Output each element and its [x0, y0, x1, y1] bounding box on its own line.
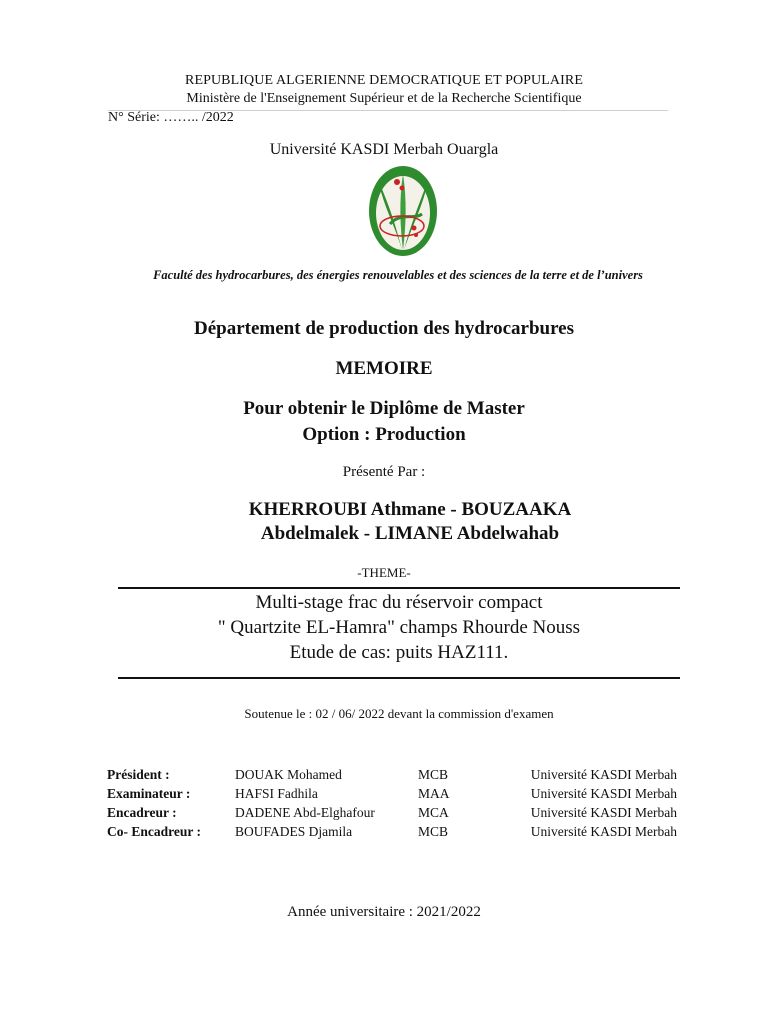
defense-date: Soutenue le : 02 / 06/ 2022 devant la commission d'examen — [244, 706, 554, 721]
presented-by-label: Présenté Par : — [342, 464, 426, 480]
jury-member-name: DOUAK Mohamed — [235, 767, 342, 782]
jury-role: Co- Encadreur : — [107, 824, 201, 839]
diploma-option: Option : Production — [302, 424, 466, 445]
jury-table — [107, 767, 687, 843]
faculty-name: Faculté des hydrocarbures, des énergies renouvelables et des sciences de la terre et de l’univers — [153, 268, 643, 282]
document-type: MEMOIRE — [335, 358, 433, 379]
jury-role: Président : — [107, 767, 170, 782]
theme-block — [118, 590, 680, 665]
jury-row — [107, 786, 687, 805]
theme-line-2: " Quartzite EL-Hamra" champs Rhourde Nouss — [217, 617, 581, 638]
theme-line-3: Etude de cas: puits HAZ111. — [289, 642, 509, 663]
jury-member-name: BOUFADES Djamila — [235, 824, 353, 839]
ministry-heading: Ministère de l'Enseignement Supérieur et de la Recherche Scientifique — [186, 91, 582, 106]
jury-row — [107, 767, 687, 786]
theme-top-rule — [118, 587, 680, 589]
theme-line-1: Multi-stage frac du réservoir compact — [255, 592, 543, 613]
theme-label: -THEME- — [357, 565, 411, 580]
jury-institution: Université KASDI Merbah — [530, 767, 677, 782]
authors: KHERROUBI Athmane - BOUZAAKA Abdelmalek - LIMANE Abdelwahab — [248, 499, 572, 544]
academic-year: Année universitaire : 2021/2022 — [287, 904, 481, 920]
jury-institution: Université KASDI Merbah — [530, 824, 677, 839]
diploma-title: Pour obtenir le Diplôme de Master — [243, 398, 525, 419]
jury-role: Examinateur : — [107, 786, 191, 801]
university-emblem-icon — [366, 164, 440, 260]
university-name: Université KASDI Merbah Ouargla — [269, 141, 499, 158]
jury-member-name: DADENE Abd-Elghafour — [235, 805, 375, 820]
jury-institution: Université KASDI Merbah — [530, 786, 677, 801]
theme-bottom-rule — [118, 677, 680, 679]
jury-row — [107, 824, 687, 843]
jury-role: Encadreur : — [107, 805, 177, 820]
jury-row — [107, 805, 687, 824]
department-name: Département de production des hydrocarbures — [194, 318, 574, 339]
jury-institution: Université KASDI Merbah — [530, 805, 677, 820]
diploma-block — [0, 396, 768, 448]
jury-grade: MCB — [418, 824, 449, 839]
republic-heading: REPUBLIQUE ALGERIENNE DEMOCRATIQUE ET POPULAIRE — [185, 73, 583, 88]
serial-number: N° Série: …….. /2022 — [108, 110, 234, 125]
jury-member-name: HAFSI Fadhila — [235, 786, 318, 801]
jury-grade: MCB — [418, 767, 449, 782]
jury-grade: MCA — [418, 805, 449, 820]
jury-grade: MAA — [418, 786, 450, 801]
